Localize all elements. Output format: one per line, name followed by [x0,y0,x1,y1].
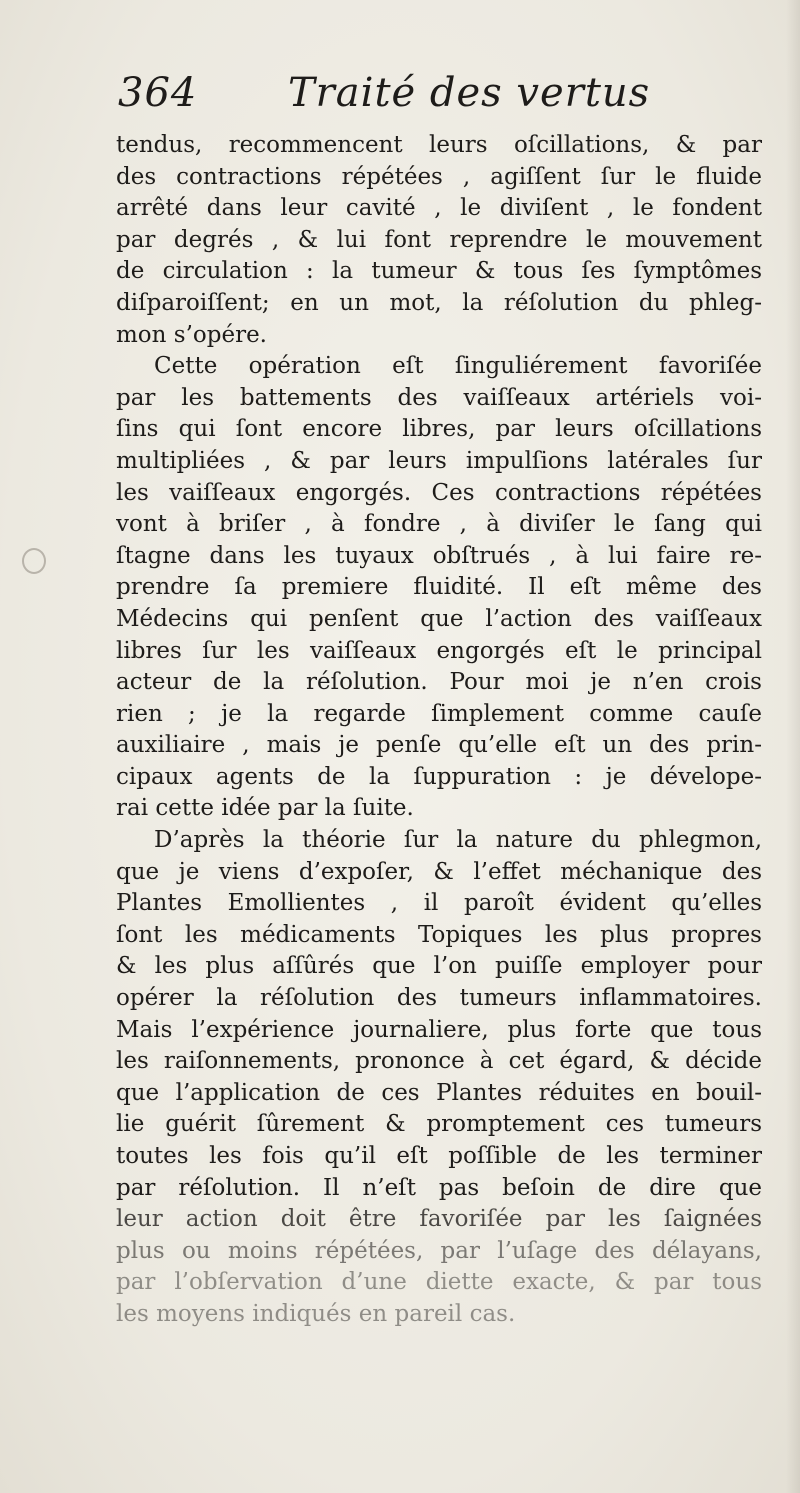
text-line: par les battements des vaiſſeaux artériels voi- [116,384,762,411]
text-line: leur action doit être favoriſée par les ſaignées [116,1206,762,1233]
page-number: 364 [118,70,198,116]
text-line: les vaiſſeaux engorgés. Ces contractions répétées [116,479,762,506]
paper-stain [22,548,46,574]
text-line: par l’obſervation d’une diette exacte, & par tous [116,1269,762,1296]
text-line: cipaux agents de la ſuppuration : je dévelope- [116,763,762,790]
text-line: opérer la réſolution des tumeurs inflammatoires. [116,985,762,1012]
text-line: des contractions répétées , agiſſent ſur le fluide [116,163,762,190]
text-line: rai cette idée par la ſuite. [116,795,414,822]
text-line: les moyens indiqués en pareil cas. [116,1300,516,1327]
text-line: acteur de la réſolution. Pour moi je n’en crois [116,669,762,696]
text-line: toutes les fois qu’il eſt poſſible de les terminer [116,1143,762,1169]
running-title: Traité des vertus [288,70,651,116]
text-line: par réſolution. Il n’eſt pas beſoin de dire que [116,1174,762,1201]
text-line: arrêté dans leur cavité , le diviſent , le fondent [116,195,762,222]
text-line: Médecins qui penſent que l’action des vaiſſeaux [116,605,762,632]
text-line: que l’application de ces Plantes réduites en bouil- [116,1079,762,1106]
text-line: vont à briſer , à fondre , à diviſer le ſang qui [116,511,762,538]
text-line: libres ſur les vaiſſeaux engorgés eſt le principal [116,637,762,664]
page-header [112,70,651,130]
body-text [116,130,762,1331]
text-line: ſont les médicaments Topiques les plus propres [116,921,762,948]
text-line: Plantes Emollientes , il paroît évident qu’elles [116,890,762,917]
text-line: tendus, recommencent leurs oſcillations, & par [116,132,762,158]
text-line: prendre ſa premiere fluidité. Il eſt même des [116,574,762,601]
text-line: les raiſonnements, prononce à cet égard, & décide [116,1048,762,1075]
text-line: D’après la théorie ſur la nature du phlegmon, [154,827,762,854]
text-line: de circulation : la tumeur & tous ſes ſymptômes [116,258,762,285]
text-line: lie guérit ſûrement & promptement ces tumeurs [116,1111,762,1138]
text-line: mon s’opére. [116,321,267,348]
text-line: ſtagne dans les tuyaux obſtrués , à lui faire re- [116,542,762,569]
text-line: que je viens d’expoſer, & l’effet méchanique des [116,858,762,885]
text-line: plus ou moins répétées, par l’uſage des délayans, [116,1237,762,1264]
text-line: Cette opération eſt ſinguliérement favoriſée [154,353,762,380]
text-line: ſins qui ſont encore libres, par leurs oſcillations [116,416,762,443]
text-line: diſparoiſſent; en un mot, la réſolution du phleg- [116,289,762,316]
text-line: & les plus aſſûrés que l’on puiſſe employer pour [116,953,762,980]
text-line: auxiliaire , mais je penſe qu’elle eſt un des prin- [116,732,762,759]
text-line: rien ; je la regarde ſimplement comme cauſe [116,700,762,727]
page-edge-shadow [786,0,800,1493]
text-line: Mais l’expérience journaliere, plus forte que tous [116,1016,762,1043]
text-line: multipliées , & par leurs impulſions latérales ſur [116,447,762,474]
text-line: par degrés , & lui font reprendre le mouvement [116,226,762,253]
